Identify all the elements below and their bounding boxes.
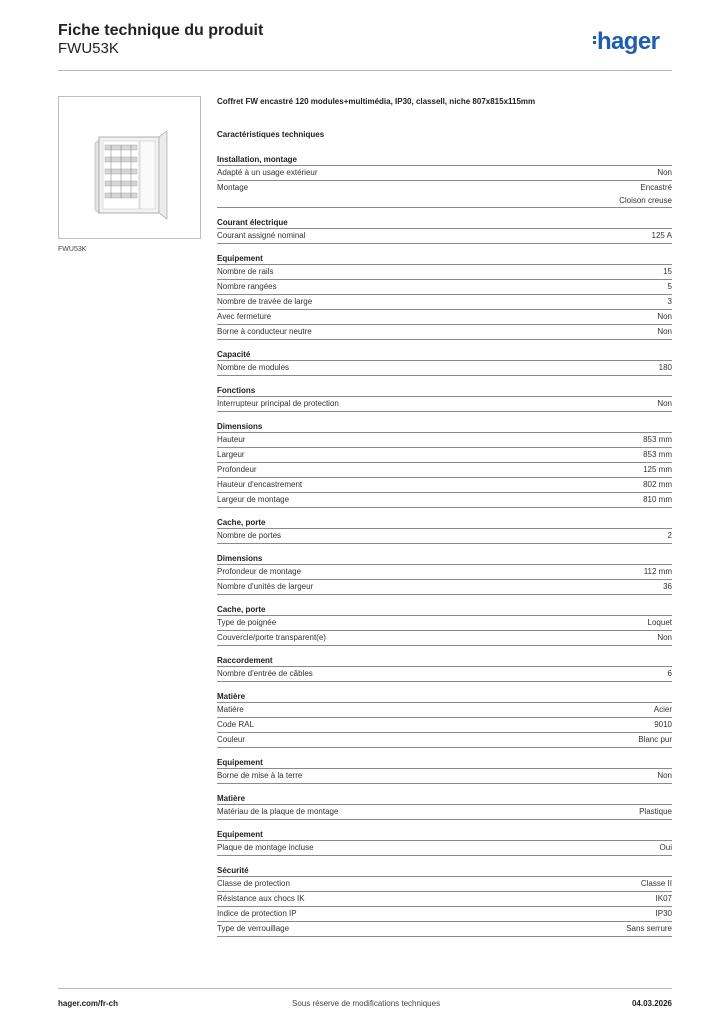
spec-section <box>217 553 672 595</box>
spec-row <box>217 264 672 279</box>
spec-label: Courant assigné nominal <box>217 231 306 240</box>
spec-label: Borne à conducteur neutre <box>217 327 312 336</box>
spec-row <box>217 921 672 937</box>
spec-row <box>217 906 672 921</box>
section-rows <box>217 396 672 412</box>
spec-value: 125 A <box>651 231 672 240</box>
spec-section <box>217 349 672 376</box>
specs-heading: Caractéristiques techniques <box>217 130 325 139</box>
spec-row <box>217 294 672 309</box>
spec-row <box>217 804 672 820</box>
spec-label: Nombre de rails <box>217 267 274 276</box>
spec-row <box>217 840 672 856</box>
section-rows <box>217 360 672 376</box>
section-title: Dimensions <box>217 554 263 563</box>
section-title: Fonctions <box>217 386 256 395</box>
section-rows <box>217 564 672 595</box>
spec-row <box>217 228 672 244</box>
spec-label: Montage <box>217 183 249 192</box>
spec-label: Nombre rangées <box>217 282 277 291</box>
spec-label: Profondeur <box>217 465 257 474</box>
footer-date: 04.03.2026 <box>631 999 672 1008</box>
spec-value: Non <box>657 312 672 321</box>
spec-row <box>217 876 672 891</box>
spec-section <box>217 385 672 412</box>
spec-label: Hauteur d'encastrement <box>217 480 303 489</box>
spec-row <box>217 279 672 294</box>
spec-label: Nombre d'unités de largeur <box>217 582 314 591</box>
spec-value: Classe II <box>640 879 672 888</box>
spec-label: Adapté à un usage extérieur <box>217 168 318 177</box>
spec-row <box>217 432 672 447</box>
spec-row <box>217 324 672 340</box>
spec-row <box>217 666 672 682</box>
page-title: Fiche technique du produit <box>58 22 264 39</box>
spec-value: Blanc pur <box>638 735 672 744</box>
spec-label: Interrupteur principal de protection <box>217 399 339 408</box>
spec-row <box>217 564 672 579</box>
spec-label: Type de verrouillage <box>217 924 290 933</box>
spec-label: Couleur <box>217 735 246 744</box>
section-title: Equipement <box>217 830 263 839</box>
spec-value: 853 mm <box>643 435 672 444</box>
spec-label: Code RAL <box>217 720 254 729</box>
spec-value: 15 <box>663 267 672 276</box>
spec-value: IP30 <box>655 909 672 918</box>
section-title: Matière <box>217 794 246 803</box>
spec-value: 810 mm <box>643 495 672 504</box>
spec-section <box>217 655 672 682</box>
spec-value: 2 <box>667 531 672 540</box>
spec-section <box>217 829 672 856</box>
spec-value: 36 <box>663 582 672 591</box>
spec-row <box>217 477 672 492</box>
spec-row <box>217 309 672 324</box>
product-description: Coffret FW encastré 120 modules+multimédia, IP30, classeII, niche 807x815x115mm <box>217 97 536 106</box>
footer-divider <box>58 988 672 989</box>
section-rows <box>217 840 672 856</box>
spec-row <box>217 768 672 784</box>
spec-row <box>217 462 672 477</box>
section-rows <box>217 876 672 937</box>
spec-value: 6 <box>667 669 672 678</box>
spec-value: Oui <box>659 843 672 852</box>
spec-value: Sans serrure <box>626 924 672 933</box>
spec-sections <box>217 154 672 937</box>
spec-row <box>217 360 672 376</box>
spec-value: Loquet <box>647 618 672 627</box>
spec-section <box>217 421 672 508</box>
logo-dots-icon <box>593 34 596 46</box>
section-title: Installation, montage <box>217 155 298 164</box>
spec-label: Matériau de la plaque de montage <box>217 807 339 816</box>
section-title: Equipement <box>217 254 263 263</box>
spec-label: Largeur <box>217 450 245 459</box>
section-title: Capacité <box>217 350 251 359</box>
section-title: Courant électrique <box>217 218 288 227</box>
technical-specs <box>217 130 672 946</box>
spec-label: Largeur de montage <box>217 495 290 504</box>
spec-label: Résistance aux chocs IK <box>217 894 305 903</box>
spec-label: Avec fermeture <box>217 312 272 321</box>
section-title: Cache, porte <box>217 605 266 614</box>
spec-section <box>217 757 672 784</box>
spec-row <box>217 717 672 732</box>
spec-label: Nombre de portes <box>217 531 282 540</box>
spec-value: Acier <box>653 705 672 714</box>
spec-value: 112 mm <box>643 567 672 576</box>
spec-value: Non <box>657 168 672 177</box>
section-rows <box>217 264 672 340</box>
spec-label: Couvercle/porte transparent(e) <box>217 633 326 642</box>
spec-label: Indice de protection IP <box>217 909 297 918</box>
spec-label: Hauteur <box>217 435 246 444</box>
logo-text: hager <box>597 28 660 55</box>
spec-row <box>217 447 672 462</box>
spec-label: Plaque de montage incluse <box>217 843 314 852</box>
section-title: Dimensions <box>217 422 263 431</box>
spec-section <box>217 793 672 820</box>
header-divider <box>58 70 672 71</box>
spec-value: Non <box>657 633 672 642</box>
section-rows <box>217 528 672 544</box>
spec-value: Plastique <box>639 807 672 816</box>
section-rows <box>217 432 672 508</box>
spec-label: Matière <box>217 705 244 714</box>
section-rows <box>217 615 672 646</box>
spec-value: 802 mm <box>643 480 672 489</box>
spec-value: 9010 <box>654 720 672 729</box>
spec-section <box>217 253 672 340</box>
hager-logo <box>593 28 659 56</box>
spec-row <box>217 492 672 508</box>
section-rows <box>217 228 672 244</box>
section-rows <box>217 666 672 682</box>
section-rows <box>217 768 672 784</box>
spec-value: 3 <box>667 297 672 306</box>
section-rows <box>217 165 672 208</box>
spec-row <box>217 396 672 412</box>
spec-section <box>217 691 672 748</box>
spec-section <box>217 217 672 244</box>
product-image <box>58 96 201 239</box>
spec-value: Non <box>657 327 672 336</box>
section-title: Raccordement <box>217 656 273 665</box>
spec-label: Nombre d'entrée de câbles <box>217 669 313 678</box>
spec-section <box>217 517 672 544</box>
spec-value: 125 mm <box>643 465 672 474</box>
spec-value: Non <box>657 771 672 780</box>
footer-website[interactable]: hager.com/fr-ch <box>58 999 119 1008</box>
spec-value: 180 <box>658 363 672 372</box>
spec-label: Type de poignée <box>217 618 277 627</box>
spec-value: Non <box>657 399 672 408</box>
spec-row <box>217 630 672 646</box>
spec-row <box>217 732 672 748</box>
enclosure-illustration-icon <box>59 97 200 238</box>
section-title: Sécurité <box>217 866 249 875</box>
spec-row <box>217 165 672 180</box>
footer-disclaimer: Sous réserve de modifications techniques <box>292 999 441 1008</box>
spec-value: Encastré Cloison creuse <box>619 183 672 205</box>
spec-label: Profondeur de montage <box>217 567 302 576</box>
section-title: Cache, porte <box>217 518 266 527</box>
section-title: Equipement <box>217 758 263 767</box>
spec-section <box>217 865 672 937</box>
spec-label: Nombre de modules <box>217 363 290 372</box>
spec-row <box>217 891 672 906</box>
spec-label: Classe de protection <box>217 879 290 888</box>
spec-label: Nombre de travée de large <box>217 297 313 306</box>
spec-row <box>217 615 672 630</box>
spec-section <box>217 154 672 208</box>
image-caption: FWU53K <box>58 246 87 253</box>
spec-row <box>217 702 672 717</box>
spec-row <box>217 180 672 208</box>
spec-value: 853 mm <box>643 450 672 459</box>
spec-section <box>217 604 672 646</box>
section-title: Matière <box>217 692 246 701</box>
spec-row <box>217 528 672 544</box>
spec-label: Borne de mise à la terre <box>217 771 303 780</box>
spec-value: 5 <box>667 282 672 291</box>
section-rows <box>217 804 672 820</box>
section-rows <box>217 702 672 748</box>
spec-row <box>217 579 672 595</box>
spec-value: IK07 <box>655 894 672 903</box>
product-reference: FWU53K <box>58 40 119 57</box>
